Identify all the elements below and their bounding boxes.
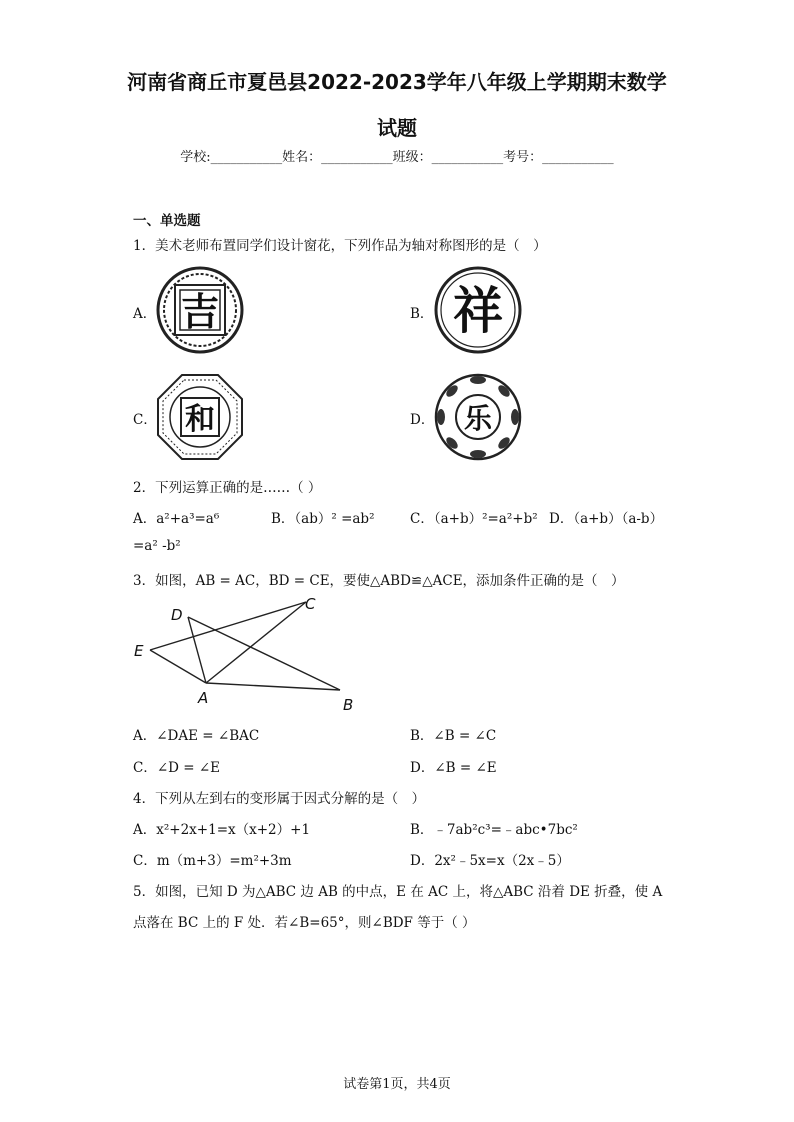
q1-option-d-label: D． [410,412,435,428]
q2-option-a: A．a²+a³=a⁶ [133,511,220,527]
q3-option-d: D．∠B = ∠E [410,760,497,776]
q3-label-a: A [198,689,209,707]
question-2-text: 2．下列运算正确的是……（ ） [133,480,322,496]
q1-option-c-image [155,372,245,462]
q2-option-d-cont: =a² -b² [133,538,181,554]
q1-option-a-image [155,265,245,355]
question-4-text: 4．下列从左到右的变形属于因式分解的是（ ） [133,791,426,807]
q4-option-b: B．﹣7ab²c³=﹣abc•7bc² [410,822,578,838]
q1-option-d-image [433,372,523,462]
q1-b-char: 祥 [453,282,503,340]
page-footer: 试卷第1页，共4页 [343,1077,451,1092]
q3-geometry-figure [128,590,368,720]
q3-option-a: A．∠DAE = ∠BAC [133,728,260,744]
question-5-line1: 5．如图，已知 D 为△ABC 边 AB 的中点，E 在 AC 上，将△ABC 沿着 DE 折叠，使 A [133,884,663,900]
q3-option-c: C．∠D = ∠E [133,760,221,776]
q2-option-b: B．（ab）² =ab² [271,511,375,527]
q1-option-a-label: A． [133,306,157,322]
q3-label-c: C [305,595,316,613]
q1-option-b-label: B． [410,306,434,322]
page-title: 河南省商丘市夏邑县2022-2023学年八年级上学期期末数学 [127,70,667,94]
q4-option-d: D．2x²﹣5x=x（2x﹣5） [410,853,570,869]
question-3-text: 3．如图，AB = AC，BD = CE，要使△ABD≌△ACE，添加条件正确的是（ ） [133,573,625,589]
q3-label-d: D [171,606,183,624]
q4-option-c: C．m（m+3）=m²+3m [133,853,292,869]
student-info-line: 学校:___________姓名：___________班级：___________考号：___________ [180,150,614,165]
q2-option-c: C．（a+b）²=a²+b² [410,511,538,527]
q1-option-b-image [433,265,523,355]
q1-option-c-label: C． [133,412,157,428]
q4-option-a: A．x²+2x+1=x（x+2）+1 [133,822,311,838]
q1-a-char: 吉 [180,290,220,334]
q3-label-e: E [134,642,144,660]
q3-option-b: B．∠B = ∠C [410,728,497,744]
page-title-line2: 试题 [377,116,417,140]
q1-c-char: 和 [185,402,215,437]
section-title: 一、单选题 [133,213,201,229]
q2-option-d: D．（a+b）（a-b） [549,511,664,527]
q1-d-char: 乐 [463,402,493,435]
question-5-line2: 点落在 BC 上的 F 处．若∠B=65°，则∠BDF 等于（ ） [133,915,476,931]
q3-label-b: B [343,696,354,714]
question-1-text: 1．美术老师布置同学们设计窗花，下列作品为轴对称图形的是（ ） [133,238,547,254]
